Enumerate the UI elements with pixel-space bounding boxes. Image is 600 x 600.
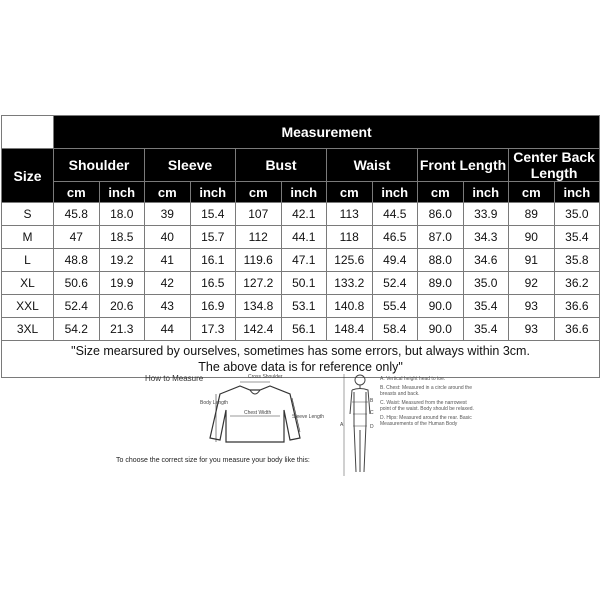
value-cell: 89 xyxy=(509,203,555,226)
value-cell: 54.2 xyxy=(54,318,100,341)
unit-header: inch xyxy=(372,182,418,203)
table-row xyxy=(2,203,600,226)
value-cell: 18.5 xyxy=(99,226,145,249)
value-cell: 21.3 xyxy=(99,318,145,341)
unit-header: inch xyxy=(554,182,600,203)
value-cell: 36.6 xyxy=(554,295,600,318)
human-body-icon xyxy=(350,375,370,472)
note-a: A. Vertical height head to toe. xyxy=(380,376,446,382)
value-cell: 19.2 xyxy=(99,249,145,272)
value-cell: 58.4 xyxy=(372,318,418,341)
value-cell: 118 xyxy=(327,226,373,249)
value-cell: 36.6 xyxy=(554,318,600,341)
measurement-header: Measurement xyxy=(54,116,600,149)
value-cell: 16.5 xyxy=(190,272,236,295)
size-cell: 3XL xyxy=(2,318,54,341)
value-cell: 127.2 xyxy=(236,272,282,295)
value-cell: 15.7 xyxy=(190,226,236,249)
value-cell: 107 xyxy=(236,203,282,226)
value-cell: 49.4 xyxy=(372,249,418,272)
letter-b: B xyxy=(370,398,374,404)
value-cell: 90.0 xyxy=(418,295,464,318)
value-cell: 47 xyxy=(54,226,100,249)
value-cell: 42 xyxy=(145,272,191,295)
value-cell: 133.2 xyxy=(327,272,373,295)
group-header: Bust xyxy=(236,149,327,182)
value-cell: 134.8 xyxy=(236,295,282,318)
table-row xyxy=(2,318,600,341)
value-cell: 125.6 xyxy=(327,249,373,272)
letter-d: D xyxy=(370,424,374,430)
unit-header: cm xyxy=(54,182,100,203)
unit-header: cm xyxy=(327,182,373,203)
value-cell: 35.4 xyxy=(463,318,509,341)
value-cell: 113 xyxy=(327,203,373,226)
value-cell: 16.9 xyxy=(190,295,236,318)
value-cell: 17.3 xyxy=(190,318,236,341)
value-cell: 86.0 xyxy=(418,203,464,226)
unit-header: cm xyxy=(145,182,191,203)
measure-instruction: To choose the correct size for you measure your body like this: xyxy=(116,457,310,464)
value-cell: 53.1 xyxy=(281,295,327,318)
value-cell: 42.1 xyxy=(281,203,327,226)
value-cell: 52.4 xyxy=(372,272,418,295)
value-cell: 142.4 xyxy=(236,318,282,341)
value-cell: 47.1 xyxy=(281,249,327,272)
value-cell: 48.8 xyxy=(54,249,100,272)
note-b: B. Chest: Measured in a circle around the breasts and back. xyxy=(380,385,472,397)
value-cell: 18.0 xyxy=(99,203,145,226)
value-cell: 35.4 xyxy=(463,295,509,318)
size-cell: XL xyxy=(2,272,54,295)
value-cell: 92 xyxy=(509,272,555,295)
value-cell: 35.4 xyxy=(554,226,600,249)
group-header: Center Back Length xyxy=(509,149,600,182)
human-body-diagram xyxy=(340,372,380,482)
group-header: Sleeve xyxy=(145,149,236,182)
value-cell: 56.1 xyxy=(281,318,327,341)
letter-c: C xyxy=(370,410,374,416)
value-cell: 40 xyxy=(145,226,191,249)
value-cell: 112 xyxy=(236,226,282,249)
unit-header: inch xyxy=(463,182,509,203)
unit-header: inch xyxy=(281,182,327,203)
header-row-units xyxy=(2,182,600,203)
value-cell: 41 xyxy=(145,249,191,272)
value-cell: 50.1 xyxy=(281,272,327,295)
size-cell: M xyxy=(2,226,54,249)
value-cell: 52.4 xyxy=(54,295,100,318)
measurement-notes xyxy=(380,376,475,430)
sleeve-length-label: Sleeve Length xyxy=(292,414,324,420)
value-cell: 87.0 xyxy=(418,226,464,249)
shirt-diagram xyxy=(200,372,330,452)
value-cell: 93 xyxy=(509,318,555,341)
table-row xyxy=(2,226,600,249)
body-length-label: Body Length xyxy=(200,400,229,406)
value-cell: 19.9 xyxy=(99,272,145,295)
value-cell: 36.2 xyxy=(554,272,600,295)
value-cell: 44.1 xyxy=(281,226,327,249)
size-cell: L xyxy=(2,249,54,272)
size-cell: XXL xyxy=(2,295,54,318)
value-cell: 34.3 xyxy=(463,226,509,249)
table-row xyxy=(2,295,600,318)
size-cell: S xyxy=(2,203,54,226)
group-header: Waist xyxy=(327,149,418,182)
value-cell: 91 xyxy=(509,249,555,272)
value-cell: 33.9 xyxy=(463,203,509,226)
value-cell: 45.8 xyxy=(54,203,100,226)
value-cell: 44 xyxy=(145,318,191,341)
how-to-measure-title: How to Measure xyxy=(145,374,204,383)
value-cell: 39 xyxy=(145,203,191,226)
value-cell: 35.0 xyxy=(554,203,600,226)
value-cell: 20.6 xyxy=(99,295,145,318)
value-cell: 140.8 xyxy=(327,295,373,318)
value-cell: 90 xyxy=(509,226,555,249)
value-cell: 44.5 xyxy=(372,203,418,226)
unit-header: inch xyxy=(190,182,236,203)
value-cell: 35.0 xyxy=(463,272,509,295)
value-cell: 88.0 xyxy=(418,249,464,272)
value-cell: 148.4 xyxy=(327,318,373,341)
value-cell: 50.6 xyxy=(54,272,100,295)
value-cell: 90.0 xyxy=(418,318,464,341)
value-cell: 15.4 xyxy=(190,203,236,226)
note-c: C. Waist: Measured from the narrowest point of the waist. Body should be relaxed. xyxy=(380,400,474,412)
value-cell: 34.6 xyxy=(463,249,509,272)
size-note-line1: "Size mearsured by ourselves, sometimes has some errors, but always within 3cm. xyxy=(71,344,530,358)
value-cell: 89.0 xyxy=(418,272,464,295)
value-cell: 46.5 xyxy=(372,226,418,249)
table-row xyxy=(2,272,600,295)
unit-header: inch xyxy=(99,182,145,203)
unit-header: cm xyxy=(418,182,464,203)
value-cell: 55.4 xyxy=(372,295,418,318)
header-row-measurement xyxy=(2,116,600,149)
value-cell: 35.8 xyxy=(554,249,600,272)
table-row xyxy=(2,249,600,272)
value-cell: 93 xyxy=(509,295,555,318)
letter-a: A xyxy=(340,422,344,428)
value-cell: 43 xyxy=(145,295,191,318)
group-header: Shoulder xyxy=(54,149,145,182)
header-row-groups xyxy=(2,149,600,182)
value-cell: 119.6 xyxy=(236,249,282,272)
value-cell: 16.1 xyxy=(190,249,236,272)
size-header: Size xyxy=(2,149,54,203)
group-header: Front Length xyxy=(418,149,509,182)
cross-shoulder-label: Cross Shoulder xyxy=(248,374,283,380)
size-chart-table xyxy=(1,115,600,378)
chest-width-label: Chest Width xyxy=(244,410,272,416)
unit-header: cm xyxy=(236,182,282,203)
unit-header: cm xyxy=(509,182,555,203)
size-note-line2: The above data is for reference only" xyxy=(198,360,403,374)
note-d: D. Hips: Measured around the rear. Basic Measurements of the Human Body xyxy=(380,415,472,427)
